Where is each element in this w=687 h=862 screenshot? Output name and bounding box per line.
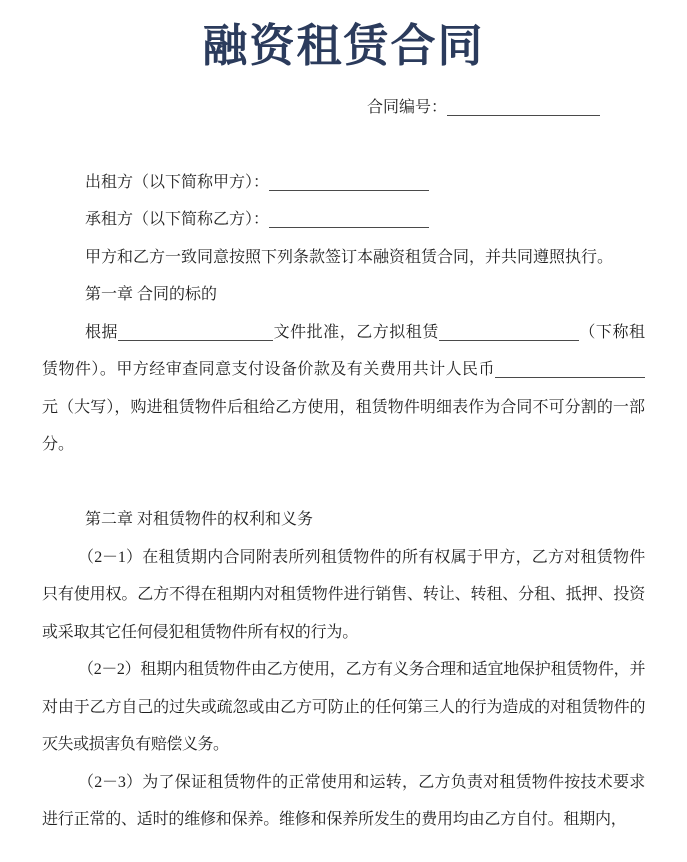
lessee-line: [42, 201, 645, 239]
chapter1-seg4: 元（大写），购进租赁物件后租给乙方使用，租赁物件明细表作为合同不可分割的一部分。: [42, 398, 645, 453]
spacer: [42, 464, 645, 502]
approval-doc-blank: [118, 338, 273, 341]
contract-number-blank: [447, 113, 600, 116]
lessor-label: 出租方（以下简称甲方）：: [85, 173, 270, 191]
spacer: [42, 126, 645, 164]
chapter1-paragraph: [42, 314, 645, 464]
clause-2-1-paragraph: （2－1）在租赁期内合同附表所列租赁物件的所有权属于甲方，乙方对租赁物件只有使用权。乙方不得在租期内对租赁物件进行销售、转让、转租、分租、抵押、投资或采取其它任何侵犯租赁物件所有权的行为。: [42, 548, 645, 641]
chapter1-heading: 第一章 合同的标的: [85, 286, 218, 303]
contract-number-row: [42, 90, 645, 126]
clause-2-2-paragraph: （2－2）租期内租赁物件由乙方使用，乙方有义务合理和适宜地保护租赁物件，并对由于乙方自己的过失或疏忽或由乙方可防止的任何第三人的行为造成的对租赁物件的灭失或损害负有赔偿义务。: [42, 661, 645, 753]
document-title: 融资租赁合同: [202, 21, 485, 71]
contract-number-label: 合同编号：: [366, 99, 447, 116]
amount-blank: [495, 375, 645, 378]
preamble-paragraph: 甲方和乙方一致同意按照下列条款签订本融资租赁合同，并共同遵照执行。: [85, 248, 614, 266]
lessee-blank: [269, 225, 429, 228]
lease-item-blank: [439, 338, 579, 341]
lessor-blank: [269, 188, 429, 191]
lessee-label: 承租方（以下简称乙方）：: [85, 211, 270, 228]
chapter1-seg1: 根据: [85, 323, 119, 341]
chapter1-seg2: 文件批准，乙方拟租赁: [273, 323, 439, 341]
chapter1-seg3: （下称租赁物件）。甲方经审查同意支付设备价款及有关费用共计人民币: [42, 323, 645, 378]
lessor-line: [42, 164, 645, 202]
chapter2-heading: 第二章 对租赁物件的权利和义务: [85, 511, 314, 528]
clause-2-3-paragraph: （2－3）为了保证租赁物件的正常使用和运转，乙方负责对租赁物件按技术要求进行正常的、适时的维修和保养。维修和保养所发生的费用均由乙方自付。租期内，: [42, 773, 645, 828]
